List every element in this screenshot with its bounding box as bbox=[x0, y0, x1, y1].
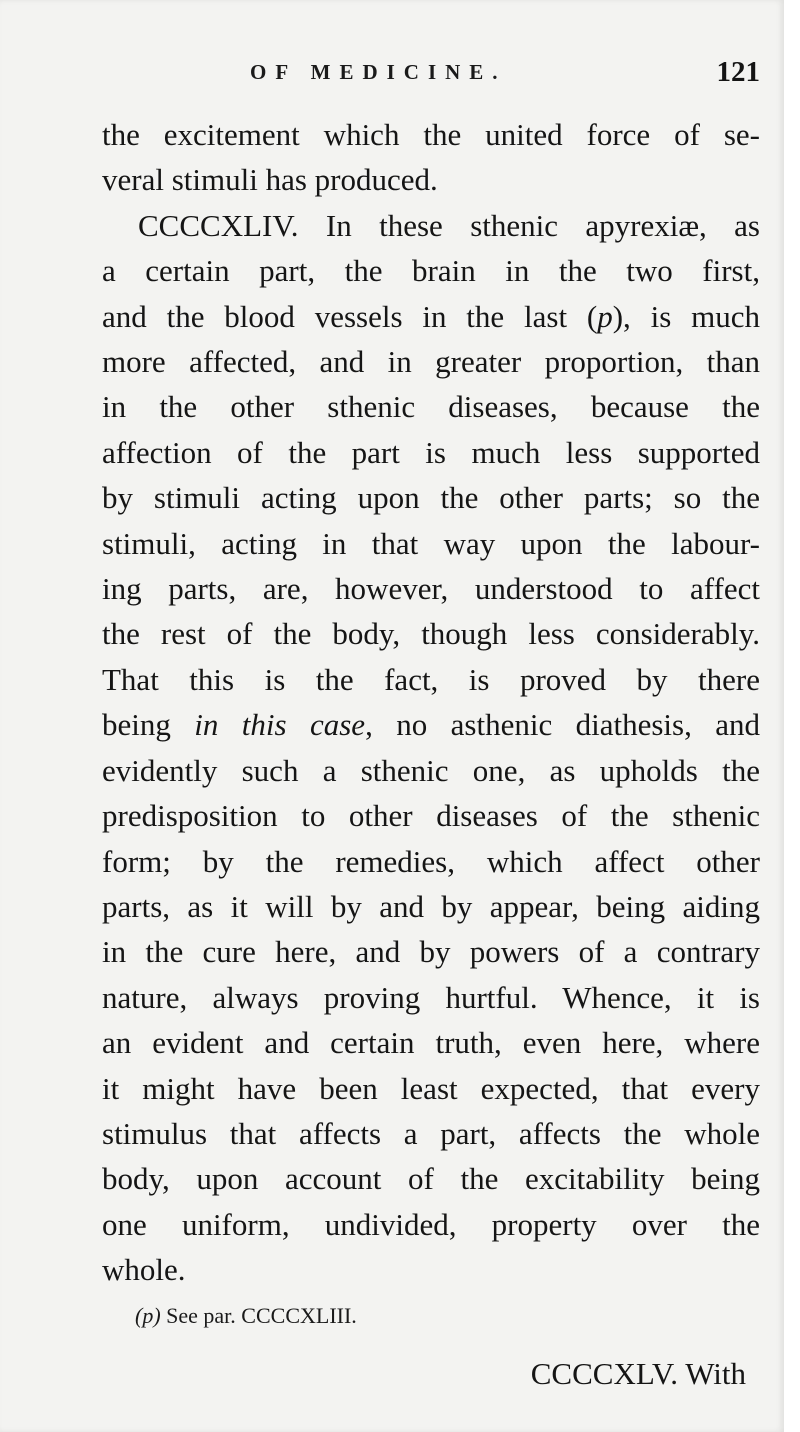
text-line: stimuli, acting in that way upon the labour- bbox=[102, 525, 760, 561]
text-line: in the cure here, and by powers of a contrary bbox=[102, 934, 760, 970]
text-line: affection of the part is much less supported bbox=[102, 434, 760, 470]
text-line: the rest of the body, though less considerably. bbox=[102, 616, 760, 652]
footnote-text: See par. CCCCXLIII. bbox=[166, 1303, 357, 1328]
text-line: parts, as it will by and by appear, being aiding bbox=[102, 888, 760, 924]
text-line: by stimuli acting upon the other parts; so the bbox=[102, 480, 760, 516]
text-fragment: and the blood vessels in the last ( bbox=[102, 298, 598, 334]
page-header bbox=[250, 56, 770, 92]
page-edge bbox=[784, 0, 800, 1432]
text-line bbox=[102, 702, 760, 747]
text-line: That this is the fact, is proved by there bbox=[102, 661, 760, 697]
text-line: nature, always proving hurtful. Whence, it is bbox=[102, 979, 760, 1015]
text-line: veral stimuli has produced. bbox=[102, 162, 438, 198]
footnote-reference: p bbox=[597, 298, 613, 334]
running-title: OF MEDICINE. bbox=[250, 60, 507, 84]
text-fragment: , no asthenic diathesis, and bbox=[365, 707, 760, 743]
text-line: one uniform, undivided, property over the bbox=[102, 1206, 760, 1242]
text-line: it might have been least expected, that every bbox=[102, 1070, 760, 1106]
text-line: form; by the remedies, which affect other bbox=[102, 843, 760, 879]
italic-phrase: in this case bbox=[194, 707, 366, 743]
text-line: predisposition to other diseases of the sthenic bbox=[102, 798, 760, 834]
catchword: CCCCXLV. With bbox=[530, 1356, 746, 1391]
text-line bbox=[102, 294, 760, 339]
text-line: evidently such a sthenic one, as upholds the bbox=[102, 752, 760, 788]
text-line: body, upon account of the excitability being bbox=[102, 1161, 760, 1197]
text-line: in the other sthenic diseases, because the bbox=[102, 389, 760, 425]
paragraph-start: CCCCXLIV. In these sthenic apyrexiæ, as bbox=[138, 207, 760, 243]
body-text bbox=[102, 112, 760, 1293]
text-line: a certain part, the brain in the two first, bbox=[102, 253, 760, 289]
text-line: more affected, and in greater proportion, than bbox=[102, 344, 760, 380]
text-line: stimulus that affects a part, affects the whole bbox=[102, 1115, 760, 1151]
page-number: 121 bbox=[716, 56, 760, 88]
text-line: ing parts, are, however, understood to affect bbox=[102, 571, 760, 607]
footnote bbox=[135, 1303, 357, 1329]
text-line: an evident and certain truth, even here, where bbox=[102, 1025, 760, 1061]
text-line: the excitement which the united force of se- bbox=[102, 117, 760, 152]
text-line: whole. bbox=[102, 1252, 186, 1288]
footnote-mark: (p) bbox=[135, 1303, 161, 1328]
text-fragment: ), is much bbox=[612, 298, 760, 334]
text-fragment: being bbox=[102, 707, 195, 743]
